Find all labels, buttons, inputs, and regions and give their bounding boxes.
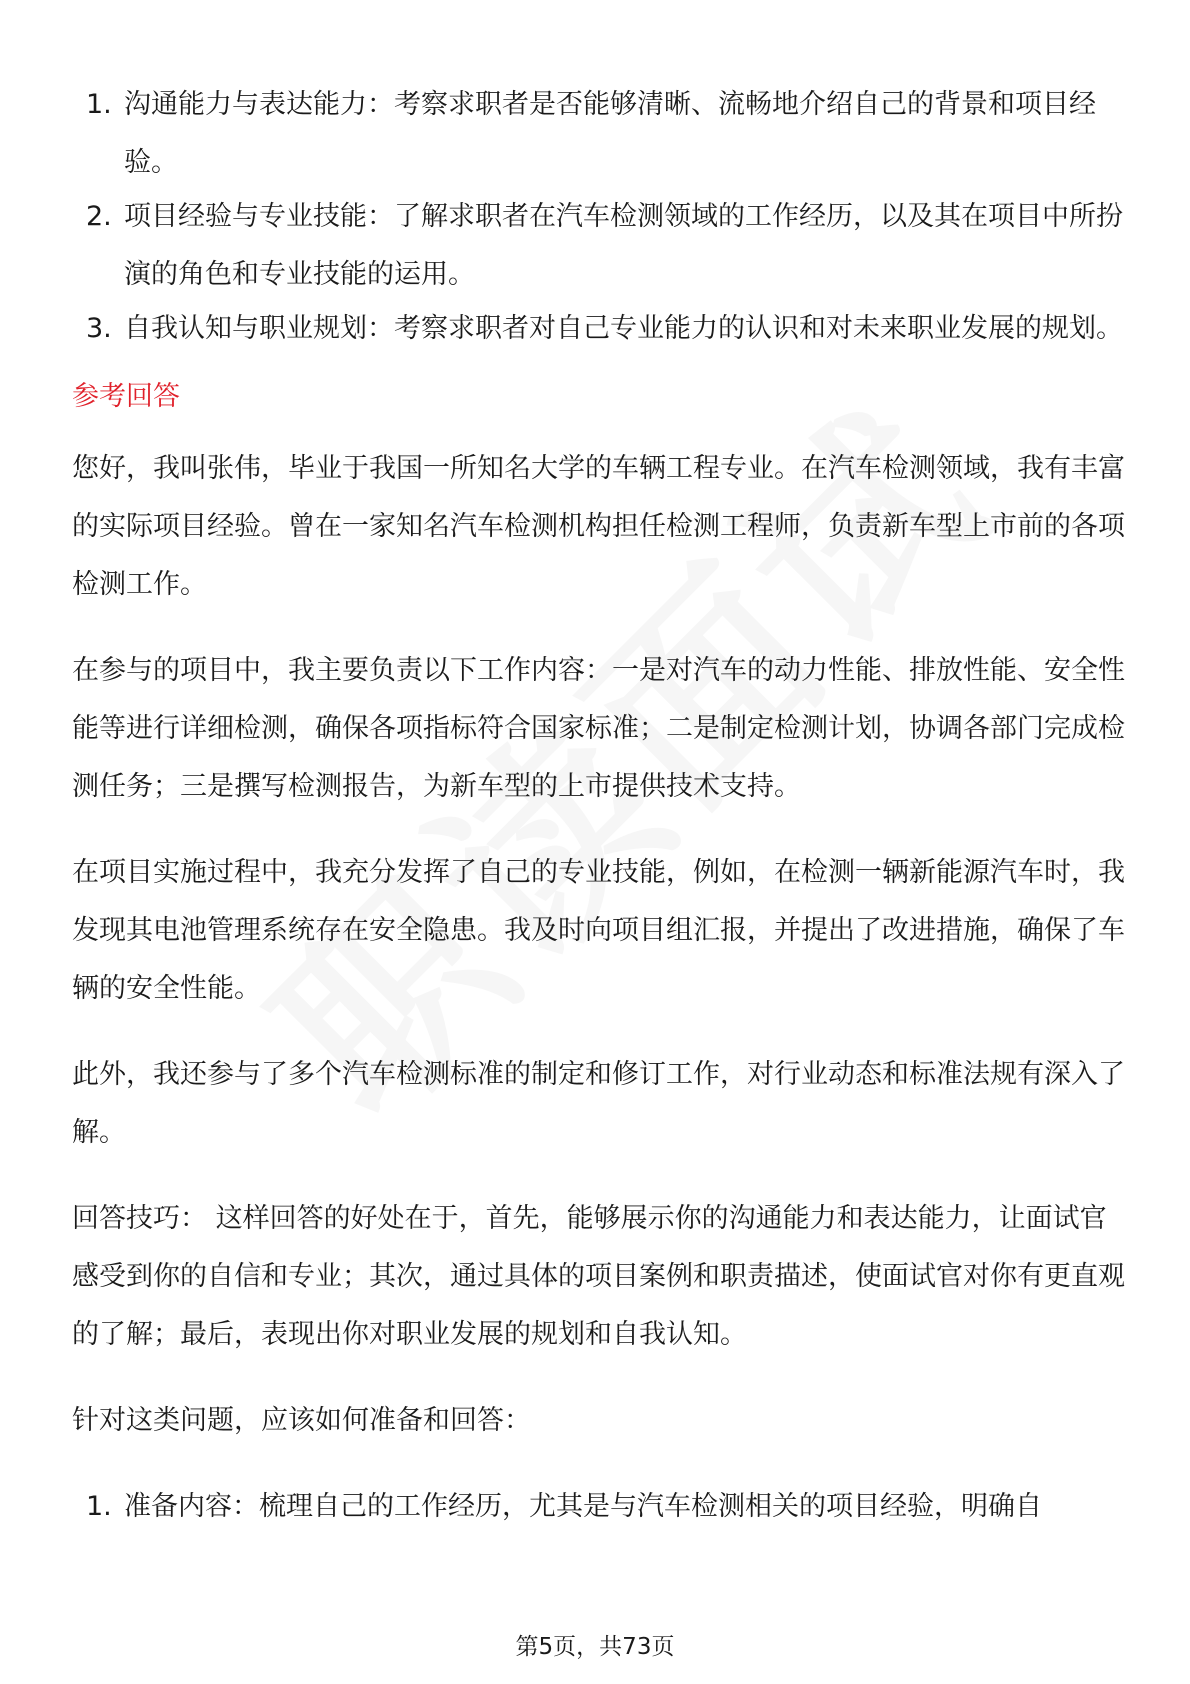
list-item-text: 项目经验与专业技能：了解求职者在汽车检测领域的工作经历，以及其在项目中所扮演的角色和专业技能的运用。 — [124, 201, 1123, 290]
list-number: 1. — [86, 1491, 112, 1522]
section-heading: 参考回答 — [72, 381, 180, 412]
list-number: 3. — [86, 313, 112, 344]
criteria-list — [72, 76, 1132, 358]
list-item — [72, 76, 1132, 192]
list-item — [72, 300, 1132, 358]
list-number: 1. — [86, 89, 112, 120]
preparation-intro: 针对这类问题，应该如何准备和回答： — [72, 1405, 531, 1436]
answer-paragraph: 此外，我还参与了多个汽车检测标准的制定和修订工作，对行业动态和标准法规有深入了解。 — [72, 1059, 1125, 1148]
answer-paragraph: 您好，我叫张伟，毕业于我国一所知名大学的车辆工程专业。在汽车检测领域，我有丰富的实际项目经验。曾在一家知名汽车检测机构担任检测工程师，负责新车型上市前的各项检测工作。 — [72, 453, 1125, 600]
preparation-list — [72, 1478, 1132, 1536]
list-item-text: 沟通能力与表达能力：考察求职者是否能够清晰、流畅地介绍自己的背景和项目经验。 — [124, 89, 1096, 178]
list-item — [72, 188, 1132, 304]
answer-paragraph: 在项目实施过程中，我充分发挥了自己的专业技能，例如，在检测一辆新能源汽车时，我发现其电池管理系统存在安全隐患。我及时向项目组汇报，并提出了改进措施，确保了车辆的安全性能。 — [72, 857, 1125, 1004]
list-item-text: 自我认知与职业规划：考察求职者对自己专业能力的认识和对未来职业发展的规划。 — [124, 313, 1123, 344]
list-item — [72, 1478, 1132, 1536]
list-item-text: 准备内容：梳理自己的工作经历，尤其是与汽车检测相关的项目经验，明确自 — [124, 1491, 1042, 1522]
answer-paragraph: 在参与的项目中，我主要负责以下工作内容：一是对汽车的动力性能、排放性能、安全性能等进行详细检测，确保各项指标符合国家标准；二是制定检测计划，协调各部门完成检测任务；三是撰写检测报告，为新车型的上市提供技术支持。 — [72, 655, 1125, 802]
page-footer: 第5页，共73页 — [515, 1634, 675, 1660]
list-number: 2. — [86, 201, 112, 232]
document-page — [72, 76, 1132, 1536]
tips-paragraph: 回答技巧： 这样回答的好处在于，首先，能够展示你的沟通能力和表达能力，让面试官感受到你的自信和专业；其次，通过具体的项目案例和职责描述，使面试官对你有更直观的了解；最后，表现出你对职业发展的规划和自我认知。 — [72, 1203, 1125, 1350]
